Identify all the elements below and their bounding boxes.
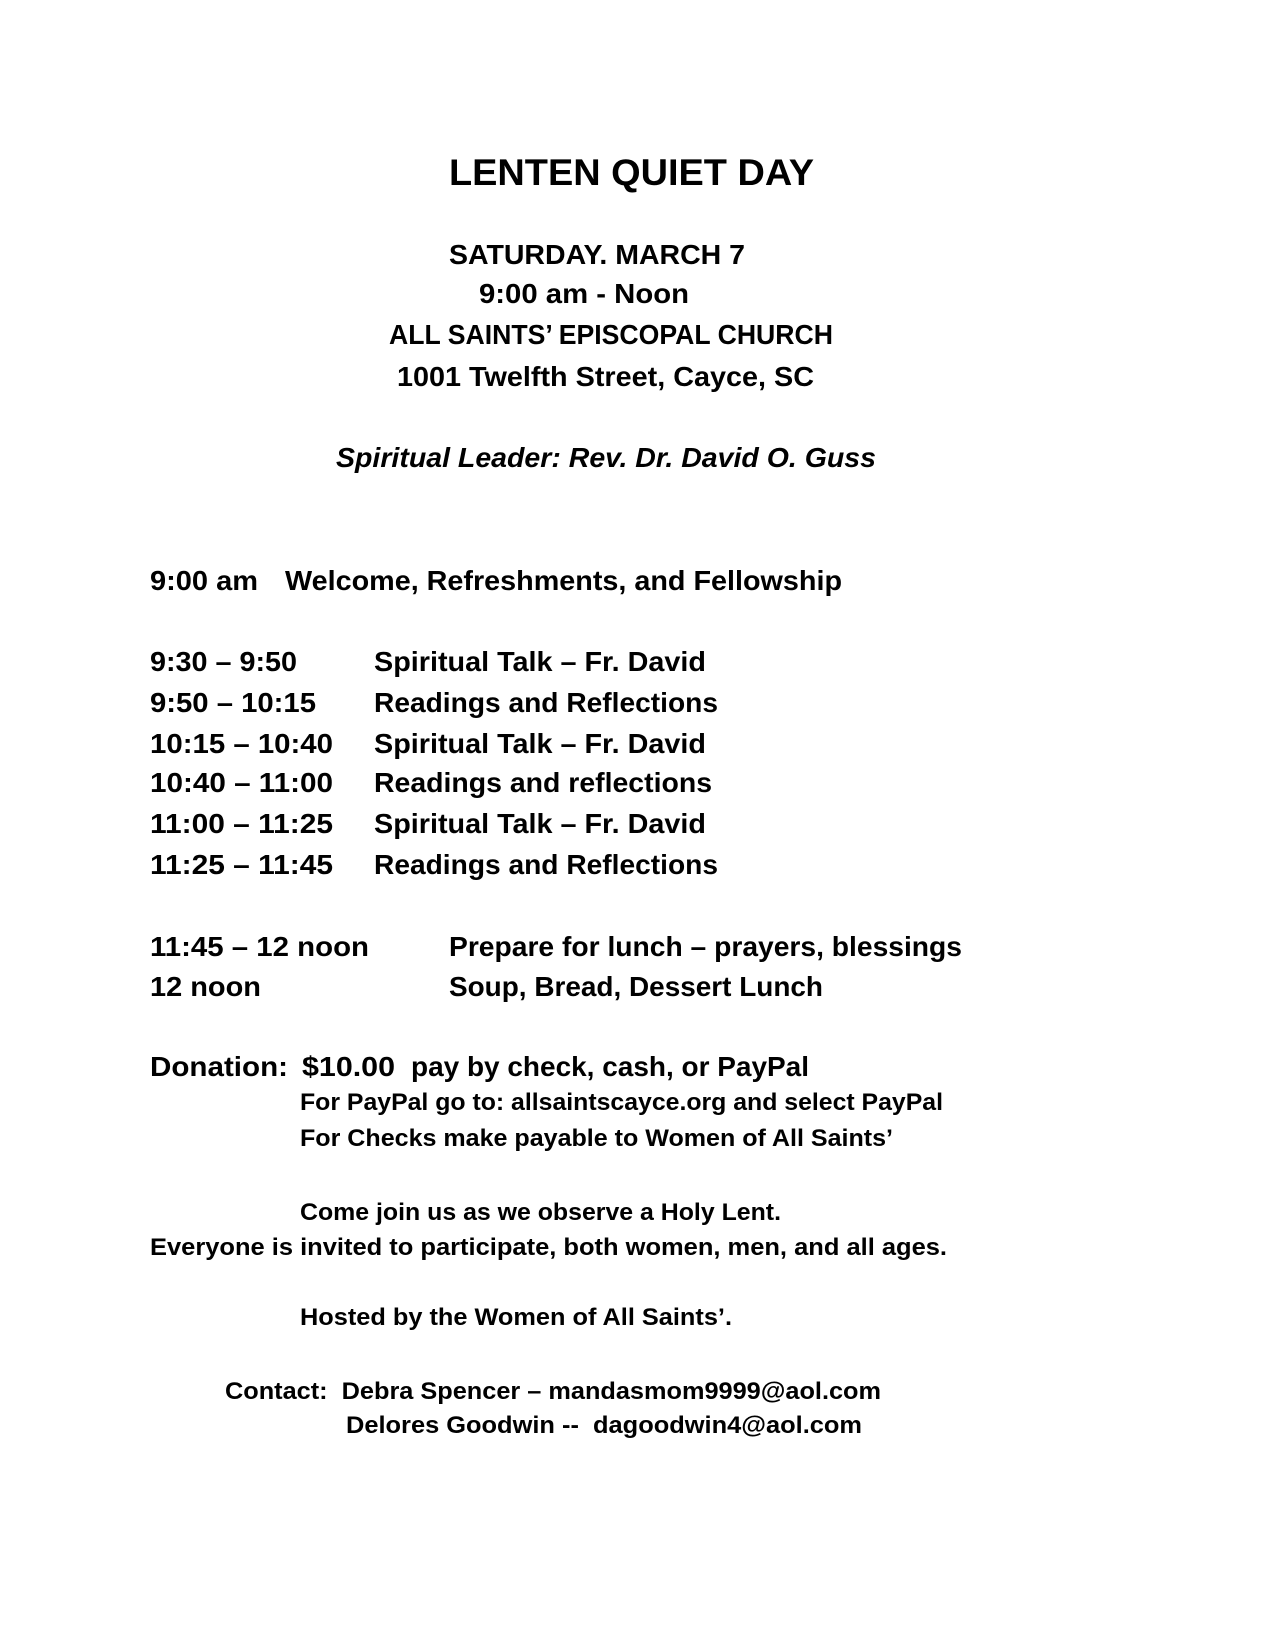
- invitation-line-1: Come join us as we observe a Holy Lent.: [300, 1199, 781, 1226]
- contact-name: Delores Goodwin: [346, 1412, 555, 1439]
- schedule-activity: Readings and reflections: [374, 767, 712, 798]
- schedule-activity: Spiritual Talk – Fr. David: [374, 728, 706, 759]
- paypal-note: For PayPal go to: allsaintscayce.org and select PayPal: [300, 1089, 943, 1116]
- invitation-line-2: Everyone is invited to participate, both women, men, and all ages.: [150, 1234, 947, 1261]
- contact-label: Contact:: [225, 1378, 328, 1405]
- schedule-time: 9:30 – 9:50: [150, 646, 297, 677]
- donation-methods: pay by check, cash, or PayPal: [411, 1051, 809, 1082]
- event-date: SATURDAY. MARCH 7: [449, 239, 745, 270]
- page-title: LENTEN QUIET DAY: [449, 152, 814, 193]
- event-venue: ALL SAINTS’ EPISCOPAL CHURCH: [389, 319, 833, 350]
- contact-line-1: [225, 1380, 881, 1404]
- schedule-time: 10:15 – 10:40: [150, 728, 333, 759]
- donation-label: Donation:: [150, 1051, 288, 1082]
- schedule-activity: Readings and Reflections: [374, 687, 718, 718]
- event-address: 1001 Twelfth Street, Cayce, SC: [397, 361, 814, 392]
- contact-email-link[interactable]: dagoodwin4@aol.com: [593, 1412, 862, 1439]
- welcome-time: 9:00 am: [150, 565, 258, 596]
- lunch-activity: Soup, Bread, Dessert Lunch: [449, 971, 823, 1002]
- contact-email-link[interactable]: mandasmom9999@aol.com: [548, 1378, 881, 1405]
- contact-name: Debra Spencer: [341, 1378, 521, 1405]
- lunch-time: 11:45 – 12 noon: [150, 931, 369, 962]
- host-line: Hosted by the Women of All Saints’.: [300, 1304, 732, 1331]
- contact-separator: –: [527, 1378, 542, 1405]
- schedule-activity: Spiritual Talk – Fr. David: [374, 808, 706, 839]
- lunch-activity: Prepare for lunch – prayers, blessings: [449, 931, 962, 962]
- contact-separator: --: [561, 1412, 579, 1439]
- check-note: For Checks make payable to Women of All Saints’: [300, 1125, 893, 1152]
- schedule-time: 11:25 – 11:45: [150, 849, 333, 880]
- spiritual-leader: Spiritual Leader: Rev. Dr. David O. Guss: [336, 442, 876, 473]
- lunch-time: 12 noon: [150, 971, 261, 1002]
- contact-line-2: [346, 1414, 862, 1438]
- welcome-activity: Welcome, Refreshments, and Fellowship: [285, 565, 842, 596]
- donation-amount: $10.00: [302, 1051, 395, 1082]
- schedule-activity: Spiritual Talk – Fr. David: [374, 646, 706, 677]
- schedule-activity: Readings and Reflections: [374, 849, 718, 880]
- schedule-time: 9:50 – 10:15: [150, 687, 316, 718]
- event-time: 9:00 am - Noon: [479, 278, 689, 309]
- schedule-time: 10:40 – 11:00: [150, 767, 333, 798]
- schedule-time: 11:00 – 11:25: [150, 808, 333, 839]
